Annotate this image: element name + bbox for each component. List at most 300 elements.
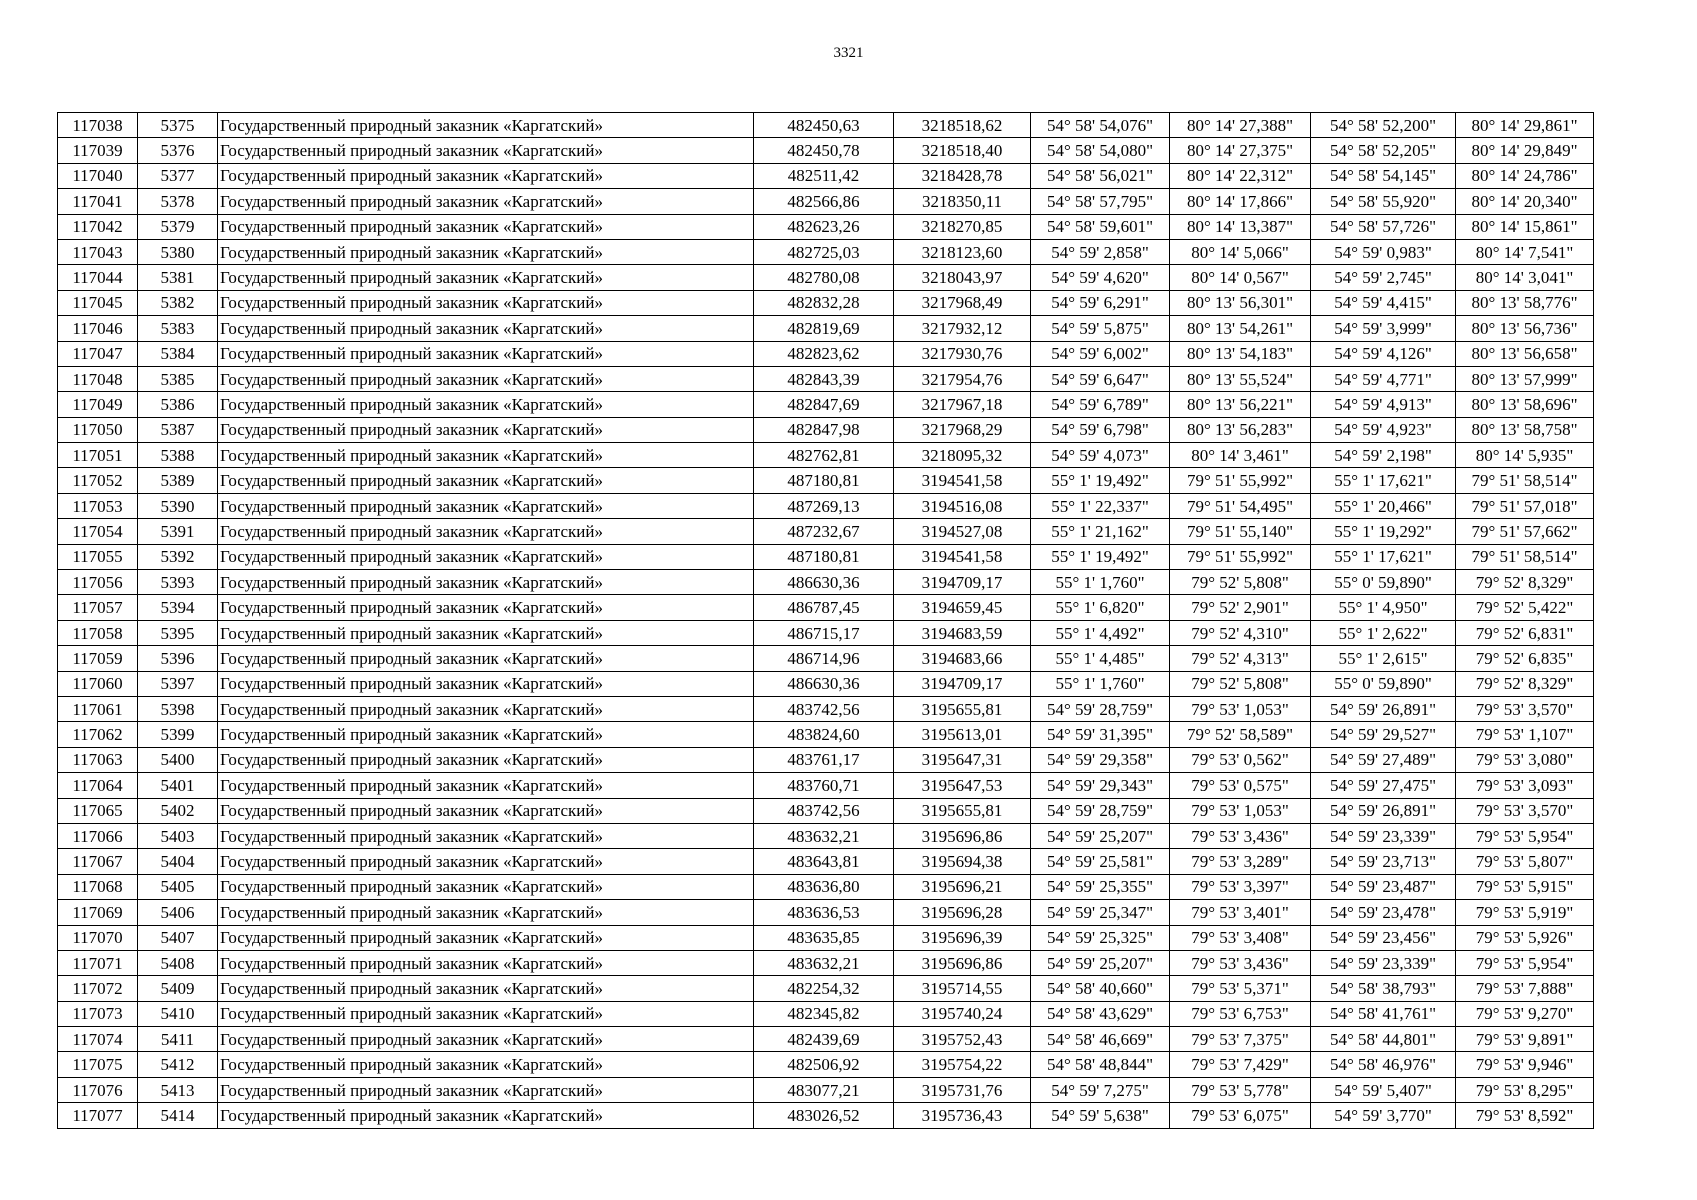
y-coordinate-cell: 3195740,24 xyxy=(894,1001,1031,1026)
longitude-cell: 79° 53' 7,429" xyxy=(1170,1052,1311,1077)
table-row xyxy=(58,189,1594,214)
y-coordinate-cell: 3195647,53 xyxy=(894,773,1031,798)
latitude-cell: 54° 58' 57,795" xyxy=(1031,189,1170,214)
point-number-cell: 5396 xyxy=(138,646,218,671)
row-id-cell: 117046 xyxy=(58,316,138,341)
latitude-cell: 54° 58' 40,660" xyxy=(1031,976,1170,1001)
longitude-cell: 79° 52' 2,901" xyxy=(1170,595,1311,620)
point-number-cell: 5407 xyxy=(138,925,218,950)
row-id-cell: 117076 xyxy=(58,1077,138,1102)
table-row xyxy=(58,1027,1594,1052)
y-coordinate-cell: 3195655,81 xyxy=(894,798,1031,823)
latitude-alt-cell: 55° 1' 2,622" xyxy=(1311,620,1456,645)
object-name-cell: Государственный природный заказник «Каргатский» xyxy=(218,1027,754,1052)
table-row xyxy=(58,163,1594,188)
longitude-alt-cell: 79° 53' 9,891" xyxy=(1456,1027,1594,1052)
row-id-cell: 117065 xyxy=(58,798,138,823)
latitude-alt-cell: 54° 59' 26,891" xyxy=(1311,696,1456,721)
table-row xyxy=(58,138,1594,163)
longitude-alt-cell: 79° 53' 7,888" xyxy=(1456,976,1594,1001)
table-row xyxy=(58,1103,1594,1128)
latitude-alt-cell: 54° 59' 5,407" xyxy=(1311,1077,1456,1102)
row-id-cell: 117058 xyxy=(58,620,138,645)
coordinates-table xyxy=(57,112,1594,1129)
latitude-alt-cell: 54° 58' 52,200" xyxy=(1311,113,1456,138)
row-id-cell: 117067 xyxy=(58,849,138,874)
y-coordinate-cell: 3194541,58 xyxy=(894,468,1031,493)
longitude-alt-cell: 79° 52' 8,329" xyxy=(1456,671,1594,696)
latitude-alt-cell: 54° 59' 23,478" xyxy=(1311,900,1456,925)
latitude-alt-cell: 54° 58' 46,976" xyxy=(1311,1052,1456,1077)
longitude-cell: 79° 51' 55,140" xyxy=(1170,519,1311,544)
row-id-cell: 117055 xyxy=(58,544,138,569)
point-number-cell: 5375 xyxy=(138,113,218,138)
longitude-alt-cell: 79° 52' 6,835" xyxy=(1456,646,1594,671)
row-id-cell: 117072 xyxy=(58,976,138,1001)
longitude-cell: 80° 14' 3,461" xyxy=(1170,443,1311,468)
latitude-cell: 54° 59' 5,638" xyxy=(1031,1103,1170,1128)
object-name-cell: Государственный природный заказник «Каргатский» xyxy=(218,341,754,366)
table-row xyxy=(58,1001,1594,1026)
object-name-cell: Государственный природный заказник «Каргатский» xyxy=(218,519,754,544)
object-name-cell: Государственный природный заказник «Каргатский» xyxy=(218,493,754,518)
x-coordinate-cell: 482847,98 xyxy=(754,417,894,442)
object-name-cell: Государственный природный заказник «Каргатский» xyxy=(218,950,754,975)
latitude-alt-cell: 54° 59' 2,198" xyxy=(1311,443,1456,468)
latitude-cell: 54° 59' 6,798" xyxy=(1031,417,1170,442)
point-number-cell: 5405 xyxy=(138,874,218,899)
latitude-cell: 54° 59' 29,358" xyxy=(1031,747,1170,772)
y-coordinate-cell: 3217930,76 xyxy=(894,341,1031,366)
row-id-cell: 117075 xyxy=(58,1052,138,1077)
latitude-alt-cell: 54° 59' 4,415" xyxy=(1311,290,1456,315)
longitude-cell: 79° 53' 3,436" xyxy=(1170,823,1311,848)
y-coordinate-cell: 3217967,18 xyxy=(894,392,1031,417)
latitude-alt-cell: 54° 58' 55,920" xyxy=(1311,189,1456,214)
point-number-cell: 5378 xyxy=(138,189,218,214)
latitude-cell: 54° 59' 7,275" xyxy=(1031,1077,1170,1102)
row-id-cell: 117073 xyxy=(58,1001,138,1026)
row-id-cell: 117049 xyxy=(58,392,138,417)
point-number-cell: 5414 xyxy=(138,1103,218,1128)
longitude-alt-cell: 79° 51' 58,514" xyxy=(1456,468,1594,493)
point-number-cell: 5392 xyxy=(138,544,218,569)
latitude-alt-cell: 55° 1' 17,621" xyxy=(1311,544,1456,569)
latitude-cell: 54° 59' 25,207" xyxy=(1031,823,1170,848)
latitude-cell: 55° 1' 6,820" xyxy=(1031,595,1170,620)
object-name-cell: Государственный природный заказник «Каргатский» xyxy=(218,138,754,163)
object-name-cell: Государственный природный заказник «Каргатский» xyxy=(218,798,754,823)
longitude-cell: 80° 14' 0,567" xyxy=(1170,265,1311,290)
longitude-cell: 80° 13' 55,524" xyxy=(1170,366,1311,391)
x-coordinate-cell: 483742,56 xyxy=(754,798,894,823)
latitude-alt-cell: 54° 59' 0,983" xyxy=(1311,239,1456,264)
row-id-cell: 117042 xyxy=(58,214,138,239)
y-coordinate-cell: 3218095,32 xyxy=(894,443,1031,468)
row-id-cell: 117057 xyxy=(58,595,138,620)
latitude-cell: 54° 58' 59,601" xyxy=(1031,214,1170,239)
object-name-cell: Государственный природный заказник «Каргатский» xyxy=(218,646,754,671)
table-row xyxy=(58,595,1594,620)
page-number: 3321 xyxy=(833,45,864,61)
row-id-cell: 117053 xyxy=(58,493,138,518)
longitude-alt-cell: 79° 53' 5,954" xyxy=(1456,950,1594,975)
longitude-alt-cell: 80° 13' 57,999" xyxy=(1456,366,1594,391)
x-coordinate-cell: 482439,69 xyxy=(754,1027,894,1052)
table-row xyxy=(58,874,1594,899)
object-name-cell: Государственный природный заказник «Каргатский» xyxy=(218,874,754,899)
y-coordinate-cell: 3195696,86 xyxy=(894,950,1031,975)
table-row xyxy=(58,747,1594,772)
table-row xyxy=(58,113,1594,138)
point-number-cell: 5411 xyxy=(138,1027,218,1052)
longitude-alt-cell: 79° 53' 8,592" xyxy=(1456,1103,1594,1128)
y-coordinate-cell: 3218518,62 xyxy=(894,113,1031,138)
latitude-alt-cell: 54° 59' 23,339" xyxy=(1311,823,1456,848)
y-coordinate-cell: 3195655,81 xyxy=(894,696,1031,721)
object-name-cell: Государственный природный заказник «Каргатский» xyxy=(218,925,754,950)
y-coordinate-cell: 3195714,55 xyxy=(894,976,1031,1001)
point-number-cell: 5394 xyxy=(138,595,218,620)
x-coordinate-cell: 487232,67 xyxy=(754,519,894,544)
object-name-cell: Государственный природный заказник «Каргатский» xyxy=(218,773,754,798)
object-name-cell: Государственный природный заказник «Каргатский» xyxy=(218,976,754,1001)
table-row xyxy=(58,900,1594,925)
row-id-cell: 117054 xyxy=(58,519,138,544)
table-row xyxy=(58,468,1594,493)
latitude-cell: 54° 58' 56,021" xyxy=(1031,163,1170,188)
longitude-cell: 79° 53' 3,401" xyxy=(1170,900,1311,925)
latitude-cell: 54° 59' 5,875" xyxy=(1031,316,1170,341)
latitude-alt-cell: 54° 59' 4,923" xyxy=(1311,417,1456,442)
point-number-cell: 5399 xyxy=(138,722,218,747)
table-row xyxy=(58,290,1594,315)
table-row xyxy=(58,823,1594,848)
latitude-cell: 54° 58' 54,080" xyxy=(1031,138,1170,163)
latitude-cell: 54° 59' 25,355" xyxy=(1031,874,1170,899)
y-coordinate-cell: 3194527,08 xyxy=(894,519,1031,544)
latitude-cell: 55° 1' 1,760" xyxy=(1031,671,1170,696)
row-id-cell: 117045 xyxy=(58,290,138,315)
object-name-cell: Государственный природный заказник «Каргатский» xyxy=(218,239,754,264)
latitude-alt-cell: 55° 0' 59,890" xyxy=(1311,671,1456,696)
y-coordinate-cell: 3217954,76 xyxy=(894,366,1031,391)
row-id-cell: 117056 xyxy=(58,570,138,595)
latitude-alt-cell: 55° 1' 2,615" xyxy=(1311,646,1456,671)
point-number-cell: 5386 xyxy=(138,392,218,417)
y-coordinate-cell: 3217968,29 xyxy=(894,417,1031,442)
longitude-alt-cell: 80° 13' 56,736" xyxy=(1456,316,1594,341)
row-id-cell: 117063 xyxy=(58,747,138,772)
row-id-cell: 117066 xyxy=(58,823,138,848)
row-id-cell: 117041 xyxy=(58,189,138,214)
latitude-cell: 54° 59' 25,581" xyxy=(1031,849,1170,874)
table-row xyxy=(58,214,1594,239)
x-coordinate-cell: 487180,81 xyxy=(754,544,894,569)
table-row xyxy=(58,798,1594,823)
latitude-alt-cell: 54° 59' 4,913" xyxy=(1311,392,1456,417)
latitude-alt-cell: 54° 59' 23,713" xyxy=(1311,849,1456,874)
y-coordinate-cell: 3194516,08 xyxy=(894,493,1031,518)
longitude-alt-cell: 79° 53' 5,954" xyxy=(1456,823,1594,848)
y-coordinate-cell: 3195696,21 xyxy=(894,874,1031,899)
longitude-alt-cell: 79° 53' 5,919" xyxy=(1456,900,1594,925)
point-number-cell: 5384 xyxy=(138,341,218,366)
latitude-alt-cell: 54° 59' 3,770" xyxy=(1311,1103,1456,1128)
row-id-cell: 117069 xyxy=(58,900,138,925)
x-coordinate-cell: 482506,92 xyxy=(754,1052,894,1077)
longitude-cell: 79° 51' 54,495" xyxy=(1170,493,1311,518)
row-id-cell: 117043 xyxy=(58,239,138,264)
point-number-cell: 5413 xyxy=(138,1077,218,1102)
latitude-cell: 54° 59' 28,759" xyxy=(1031,798,1170,823)
longitude-cell: 79° 53' 5,371" xyxy=(1170,976,1311,1001)
latitude-alt-cell: 54° 59' 23,339" xyxy=(1311,950,1456,975)
longitude-alt-cell: 79° 53' 9,270" xyxy=(1456,1001,1594,1026)
longitude-alt-cell: 80° 14' 29,849" xyxy=(1456,138,1594,163)
object-name-cell: Государственный природный заказник «Каргатский» xyxy=(218,849,754,874)
table-row xyxy=(58,925,1594,950)
table-row xyxy=(58,1052,1594,1077)
latitude-alt-cell: 54° 59' 29,527" xyxy=(1311,722,1456,747)
x-coordinate-cell: 482832,28 xyxy=(754,290,894,315)
object-name-cell: Государственный природный заказник «Каргатский» xyxy=(218,443,754,468)
longitude-cell: 79° 51' 55,992" xyxy=(1170,544,1311,569)
x-coordinate-cell: 486630,36 xyxy=(754,671,894,696)
longitude-alt-cell: 79° 53' 3,570" xyxy=(1456,798,1594,823)
longitude-cell: 80° 14' 17,866" xyxy=(1170,189,1311,214)
latitude-cell: 55° 1' 4,485" xyxy=(1031,646,1170,671)
table-row xyxy=(58,366,1594,391)
object-name-cell: Государственный природный заказник «Каргатский» xyxy=(218,570,754,595)
latitude-cell: 54° 59' 6,002" xyxy=(1031,341,1170,366)
longitude-alt-cell: 79° 53' 9,946" xyxy=(1456,1052,1594,1077)
longitude-cell: 80° 14' 22,312" xyxy=(1170,163,1311,188)
point-number-cell: 5387 xyxy=(138,417,218,442)
row-id-cell: 117047 xyxy=(58,341,138,366)
latitude-cell: 55° 1' 22,337" xyxy=(1031,493,1170,518)
row-id-cell: 117068 xyxy=(58,874,138,899)
point-number-cell: 5406 xyxy=(138,900,218,925)
longitude-alt-cell: 80° 14' 15,861" xyxy=(1456,214,1594,239)
x-coordinate-cell: 482823,62 xyxy=(754,341,894,366)
point-number-cell: 5385 xyxy=(138,366,218,391)
longitude-cell: 79° 53' 3,436" xyxy=(1170,950,1311,975)
longitude-alt-cell: 79° 53' 3,570" xyxy=(1456,696,1594,721)
longitude-cell: 79° 53' 1,053" xyxy=(1170,696,1311,721)
x-coordinate-cell: 482345,82 xyxy=(754,1001,894,1026)
point-number-cell: 5404 xyxy=(138,849,218,874)
longitude-cell: 79° 51' 55,992" xyxy=(1170,468,1311,493)
longitude-cell: 80° 13' 54,183" xyxy=(1170,341,1311,366)
x-coordinate-cell: 483026,52 xyxy=(754,1103,894,1128)
x-coordinate-cell: 482254,32 xyxy=(754,976,894,1001)
table-row xyxy=(58,493,1594,518)
y-coordinate-cell: 3218428,78 xyxy=(894,163,1031,188)
point-number-cell: 5382 xyxy=(138,290,218,315)
object-name-cell: Государственный природный заказник «Каргатский» xyxy=(218,417,754,442)
longitude-alt-cell: 80° 13' 56,658" xyxy=(1456,341,1594,366)
y-coordinate-cell: 3218123,60 xyxy=(894,239,1031,264)
latitude-alt-cell: 55° 0' 59,890" xyxy=(1311,570,1456,595)
latitude-alt-cell: 54° 59' 2,745" xyxy=(1311,265,1456,290)
object-name-cell: Государственный природный заказник «Каргатский» xyxy=(218,747,754,772)
x-coordinate-cell: 486630,36 xyxy=(754,570,894,595)
x-coordinate-cell: 487180,81 xyxy=(754,468,894,493)
row-id-cell: 117038 xyxy=(58,113,138,138)
x-coordinate-cell: 486714,96 xyxy=(754,646,894,671)
row-id-cell: 117062 xyxy=(58,722,138,747)
y-coordinate-cell: 3218518,40 xyxy=(894,138,1031,163)
longitude-cell: 80° 13' 56,283" xyxy=(1170,417,1311,442)
longitude-alt-cell: 79° 53' 3,093" xyxy=(1456,773,1594,798)
y-coordinate-cell: 3195736,43 xyxy=(894,1103,1031,1128)
y-coordinate-cell: 3218270,85 xyxy=(894,214,1031,239)
latitude-cell: 55° 1' 21,162" xyxy=(1031,519,1170,544)
longitude-alt-cell: 80° 13' 58,696" xyxy=(1456,392,1594,417)
point-number-cell: 5380 xyxy=(138,239,218,264)
x-coordinate-cell: 483077,21 xyxy=(754,1077,894,1102)
row-id-cell: 117070 xyxy=(58,925,138,950)
latitude-cell: 54° 59' 6,647" xyxy=(1031,366,1170,391)
table-row xyxy=(58,519,1594,544)
latitude-cell: 55° 1' 19,492" xyxy=(1031,544,1170,569)
latitude-cell: 54° 58' 43,629" xyxy=(1031,1001,1170,1026)
latitude-alt-cell: 54° 58' 38,793" xyxy=(1311,976,1456,1001)
longitude-alt-cell: 79° 52' 8,329" xyxy=(1456,570,1594,595)
latitude-alt-cell: 54° 59' 27,475" xyxy=(1311,773,1456,798)
row-id-cell: 117051 xyxy=(58,443,138,468)
point-number-cell: 5408 xyxy=(138,950,218,975)
latitude-cell: 54° 59' 6,789" xyxy=(1031,392,1170,417)
object-name-cell: Государственный природный заказник «Каргатский» xyxy=(218,595,754,620)
x-coordinate-cell: 482819,69 xyxy=(754,316,894,341)
x-coordinate-cell: 487269,13 xyxy=(754,493,894,518)
point-number-cell: 5397 xyxy=(138,671,218,696)
x-coordinate-cell: 483632,21 xyxy=(754,950,894,975)
y-coordinate-cell: 3195613,01 xyxy=(894,722,1031,747)
row-id-cell: 117048 xyxy=(58,366,138,391)
latitude-alt-cell: 54° 59' 23,487" xyxy=(1311,874,1456,899)
object-name-cell: Государственный природный заказник «Каргатский» xyxy=(218,1001,754,1026)
point-number-cell: 5388 xyxy=(138,443,218,468)
latitude-alt-cell: 54° 59' 3,999" xyxy=(1311,316,1456,341)
point-number-cell: 5395 xyxy=(138,620,218,645)
y-coordinate-cell: 3194709,17 xyxy=(894,570,1031,595)
x-coordinate-cell: 486715,17 xyxy=(754,620,894,645)
table-row xyxy=(58,722,1594,747)
object-name-cell: Государственный природный заказник «Каргатский» xyxy=(218,900,754,925)
object-name-cell: Государственный природный заказник «Каргатский» xyxy=(218,316,754,341)
x-coordinate-cell: 483760,71 xyxy=(754,773,894,798)
table-row xyxy=(58,239,1594,264)
x-coordinate-cell: 482511,42 xyxy=(754,163,894,188)
y-coordinate-cell: 3194709,17 xyxy=(894,671,1031,696)
table-row xyxy=(58,1077,1594,1102)
longitude-cell: 79° 53' 0,562" xyxy=(1170,747,1311,772)
x-coordinate-cell: 483824,60 xyxy=(754,722,894,747)
longitude-cell: 80° 14' 5,066" xyxy=(1170,239,1311,264)
table-body xyxy=(58,113,1594,1129)
row-id-cell: 117039 xyxy=(58,138,138,163)
object-name-cell: Государственный природный заказник «Каргатский» xyxy=(218,823,754,848)
y-coordinate-cell: 3194541,58 xyxy=(894,544,1031,569)
x-coordinate-cell: 482450,78 xyxy=(754,138,894,163)
row-id-cell: 117044 xyxy=(58,265,138,290)
latitude-cell: 55° 1' 4,492" xyxy=(1031,620,1170,645)
x-coordinate-cell: 482450,63 xyxy=(754,113,894,138)
row-id-cell: 117071 xyxy=(58,950,138,975)
row-id-cell: 117077 xyxy=(58,1103,138,1128)
longitude-alt-cell: 79° 52' 6,831" xyxy=(1456,620,1594,645)
x-coordinate-cell: 482623,26 xyxy=(754,214,894,239)
y-coordinate-cell: 3195696,28 xyxy=(894,900,1031,925)
latitude-alt-cell: 55° 1' 20,466" xyxy=(1311,493,1456,518)
row-id-cell: 117060 xyxy=(58,671,138,696)
object-name-cell: Государственный природный заказник «Каргатский» xyxy=(218,722,754,747)
row-id-cell: 117074 xyxy=(58,1027,138,1052)
latitude-alt-cell: 54° 59' 4,126" xyxy=(1311,341,1456,366)
row-id-cell: 117050 xyxy=(58,417,138,442)
point-number-cell: 5412 xyxy=(138,1052,218,1077)
table-row xyxy=(58,773,1594,798)
object-name-cell: Государственный природный заказник «Каргатский» xyxy=(218,671,754,696)
y-coordinate-cell: 3194683,59 xyxy=(894,620,1031,645)
point-number-cell: 5379 xyxy=(138,214,218,239)
y-coordinate-cell: 3195754,22 xyxy=(894,1052,1031,1077)
longitude-cell: 80° 13' 56,301" xyxy=(1170,290,1311,315)
object-name-cell: Государственный природный заказник «Каргатский» xyxy=(218,113,754,138)
point-number-cell: 5398 xyxy=(138,696,218,721)
table-row xyxy=(58,950,1594,975)
longitude-cell: 79° 53' 5,778" xyxy=(1170,1077,1311,1102)
row-id-cell: 117059 xyxy=(58,646,138,671)
latitude-alt-cell: 54° 58' 57,726" xyxy=(1311,214,1456,239)
table-row xyxy=(58,316,1594,341)
y-coordinate-cell: 3194683,66 xyxy=(894,646,1031,671)
longitude-cell: 80° 14' 27,375" xyxy=(1170,138,1311,163)
longitude-cell: 79° 52' 5,808" xyxy=(1170,570,1311,595)
latitude-cell: 54° 59' 28,759" xyxy=(1031,696,1170,721)
table-row xyxy=(58,443,1594,468)
longitude-alt-cell: 79° 52' 5,422" xyxy=(1456,595,1594,620)
latitude-cell: 54° 59' 25,325" xyxy=(1031,925,1170,950)
object-name-cell: Государственный природный заказник «Каргатский» xyxy=(218,1103,754,1128)
point-number-cell: 5391 xyxy=(138,519,218,544)
latitude-cell: 54° 59' 29,343" xyxy=(1031,773,1170,798)
y-coordinate-cell: 3217932,12 xyxy=(894,316,1031,341)
longitude-cell: 79° 53' 1,053" xyxy=(1170,798,1311,823)
x-coordinate-cell: 483742,56 xyxy=(754,696,894,721)
longitude-alt-cell: 80° 14' 5,935" xyxy=(1456,443,1594,468)
point-number-cell: 5409 xyxy=(138,976,218,1001)
longitude-alt-cell: 79° 53' 5,915" xyxy=(1456,874,1594,899)
latitude-cell: 54° 58' 46,669" xyxy=(1031,1027,1170,1052)
longitude-alt-cell: 79° 53' 5,807" xyxy=(1456,849,1594,874)
object-name-cell: Государственный природный заказник «Каргатский» xyxy=(218,1077,754,1102)
latitude-cell: 54° 59' 31,395" xyxy=(1031,722,1170,747)
table-row xyxy=(58,646,1594,671)
longitude-alt-cell: 80° 13' 58,758" xyxy=(1456,417,1594,442)
y-coordinate-cell: 3218043,97 xyxy=(894,265,1031,290)
longitude-cell: 79° 52' 5,808" xyxy=(1170,671,1311,696)
longitude-alt-cell: 79° 51' 57,662" xyxy=(1456,519,1594,544)
x-coordinate-cell: 483635,85 xyxy=(754,925,894,950)
point-number-cell: 5377 xyxy=(138,163,218,188)
y-coordinate-cell: 3194659,45 xyxy=(894,595,1031,620)
latitude-cell: 54° 59' 2,858" xyxy=(1031,239,1170,264)
longitude-cell: 80° 13' 54,261" xyxy=(1170,316,1311,341)
